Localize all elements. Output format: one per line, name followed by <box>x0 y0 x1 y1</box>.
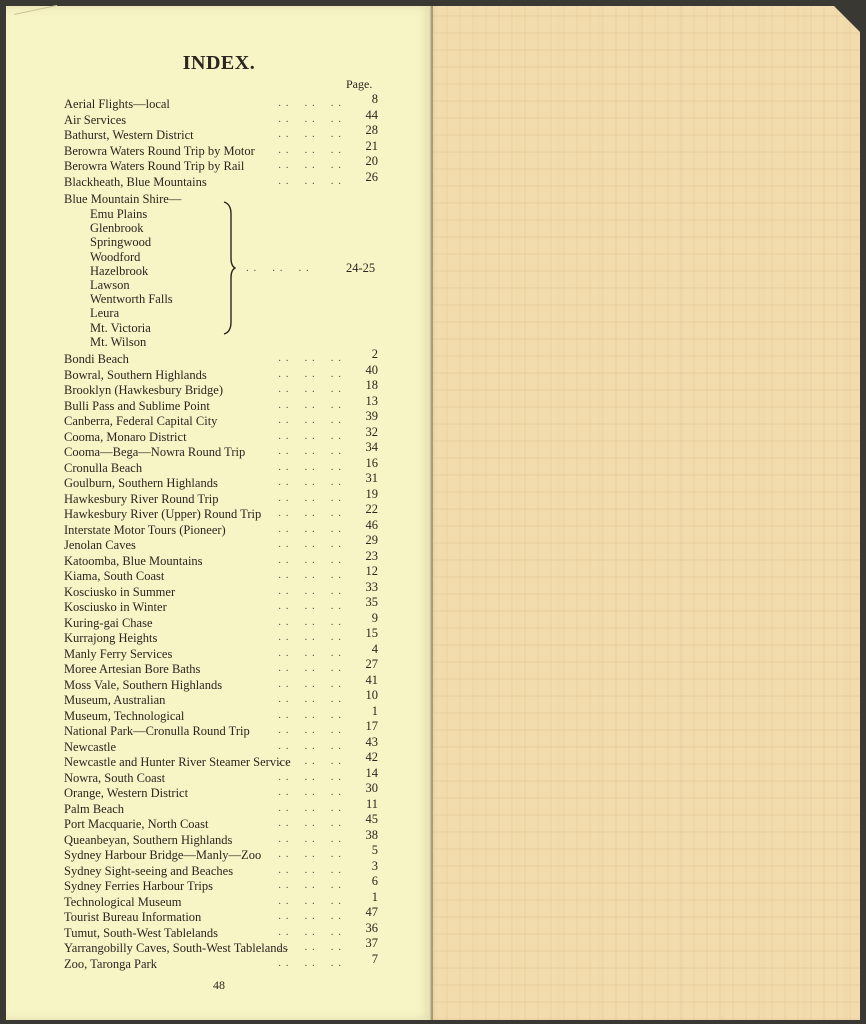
leader-dots: . . . . . . <box>278 817 342 829</box>
entry-page-number: 16 <box>365 455 378 470</box>
entry-label: Canberra, Federal Capital City <box>64 414 218 428</box>
leader-dots: . . . . . . <box>278 569 342 581</box>
curly-brace <box>222 200 236 336</box>
leader-dots: . . . . . . <box>278 414 342 426</box>
entry-label: Kurrajong Heights <box>64 631 158 645</box>
leader-dots: . . . . . . <box>278 553 342 566</box>
entry-label: Zoo, Taronga Park <box>64 956 157 971</box>
leader-dots: . . . . . . <box>278 631 342 643</box>
entry-page-number: 1 <box>371 889 378 904</box>
leader-dots: . . . . . . <box>278 910 342 922</box>
leader-dots: . . . . . . <box>278 662 342 674</box>
leader-dots: . . . . . . <box>278 615 342 628</box>
entry-page-number: 46 <box>365 517 378 532</box>
entry-page-number: 47 <box>365 905 378 919</box>
entry-page-number: 21 <box>365 138 378 153</box>
entry-label: Newcastle and Hunter River Steamer Service <box>64 755 291 769</box>
entry-label: Kuring-gai Chase <box>64 615 153 630</box>
leader-dots: . . . . . . <box>278 693 342 705</box>
entry-page-number: 13 <box>365 393 378 408</box>
page-crease <box>14 5 61 31</box>
leader-dots: . . . . . . <box>278 832 342 845</box>
leader-dots: . . . . . . <box>278 646 342 659</box>
entry-label: Cooma—Bega—Nowra Round Trip <box>64 445 246 459</box>
leader-dots: . . . . . . <box>278 507 342 519</box>
leader-dots: . . . . . . <box>278 491 342 504</box>
entry-page-number: 26 <box>365 169 378 184</box>
sub-item-label: Glenbrook <box>90 221 144 236</box>
entry-page-number: 15 <box>365 626 378 640</box>
sub-item-label: Wentworth Falls <box>90 292 173 307</box>
entry-page-number: 27 <box>365 657 378 671</box>
index-entry <box>6 951 432 973</box>
entry-page-number: 35 <box>365 595 378 609</box>
entry-label: Air Services <box>64 112 127 127</box>
entry-label: Sydney Sight-seeing and Beaches <box>64 863 234 878</box>
back-cover-page <box>433 6 860 1020</box>
entry-page-number: 37 <box>365 936 378 950</box>
entry-label: Hawkesbury River (Upper) Round Trip <box>64 507 262 521</box>
entry-page-number: 17 <box>365 719 378 733</box>
entry-label: Aerial Flights—local <box>64 97 170 111</box>
entry-label: Newcastle <box>64 739 117 754</box>
leader-dots: . . . . . . <box>278 174 342 187</box>
sub-item-label: Emu Plains <box>90 207 148 221</box>
entry-label: Kiama, South Coast <box>64 569 165 583</box>
leader-dots: . . . . . . <box>278 143 342 156</box>
entry-page-number: 4 <box>371 641 378 656</box>
entry-page-number: 3 <box>371 858 378 873</box>
index-entry <box>6 169 432 191</box>
entry-page-number: 12 <box>365 564 378 578</box>
shire-leader-dots: . . . . . . <box>246 262 310 274</box>
entry-label: Berowra Waters Round Trip by Rail <box>64 159 245 173</box>
entry-label: Goulburn, Southern Highlands <box>64 476 218 490</box>
leader-dots: . . . . . . <box>278 429 342 442</box>
entry-page-number: 33 <box>365 579 378 594</box>
shire-heading-label: Blue Mountain Shire— <box>64 192 182 206</box>
entry-label: Katoomba, Blue Mountains <box>64 553 203 568</box>
entry-page-number: 5 <box>371 843 378 857</box>
entry-label: Kosciusko in Winter <box>64 600 167 614</box>
entry-label: Brooklyn (Hawkesbury Bridge) <box>64 383 223 397</box>
entry-label: Hawkesbury River Round Trip <box>64 491 219 506</box>
leader-dots: . . . . . . <box>278 584 342 597</box>
leader-dots: . . . . . . <box>278 476 342 488</box>
entry-label: Bulli Pass and Sublime Point <box>64 398 210 413</box>
leader-dots: . . . . . . <box>278 863 342 876</box>
entry-label: Tumut, South-West Tablelands <box>64 925 219 940</box>
leader-dots: . . . . . . <box>278 755 342 767</box>
entry-page-number: 45 <box>365 812 378 826</box>
leader-dots: . . . . . . <box>278 677 342 690</box>
entry-page-number: 1 <box>371 703 378 718</box>
entry-page-number: 22 <box>365 502 378 516</box>
entry-page-number: 11 <box>365 796 378 811</box>
entry-label: Bathurst, Western District <box>64 128 194 142</box>
leader-dots: . . . . . . <box>278 739 342 752</box>
leader-dots: . . . . . . <box>278 522 342 535</box>
entry-label: Cooma, Monaro District <box>64 429 187 444</box>
leader-dots: . . . . . . <box>278 925 342 938</box>
sub-item-label: Hazelbrook <box>90 263 149 278</box>
entry-label: Sydney Harbour Bridge—Manly—Zoo <box>64 848 262 862</box>
sub-item-label: Mt. Victoria <box>90 320 151 335</box>
entry-page-number: 38 <box>365 827 378 842</box>
leader-dots: . . . . . . <box>278 383 342 395</box>
entry-label: Queanbeyan, Southern Highlands <box>64 832 233 847</box>
entry-page-number: 14 <box>365 765 378 780</box>
entry-label: Manly Ferry Services <box>64 646 173 661</box>
entry-label: Museum, Australian <box>64 693 166 707</box>
entry-label: Port Macquarie, North Coast <box>64 817 209 831</box>
entry-page-number: 40 <box>365 362 378 377</box>
leader-dots: . . . . . . <box>278 128 342 140</box>
leader-dots: . . . . . . <box>278 724 342 736</box>
sub-item-label: Leura <box>90 306 120 321</box>
leader-dots: . . . . . . <box>278 460 342 473</box>
entry-label: Technological Museum <box>64 894 182 909</box>
entry-page-number: 43 <box>365 734 378 749</box>
leader-dots: . . . . . . <box>278 770 342 783</box>
entry-page-number: 20 <box>365 154 378 168</box>
entry-label: National Park—Cronulla Round Trip <box>64 724 250 738</box>
entry-page-number: 32 <box>365 424 378 439</box>
leader-dots: . . . . . . <box>278 894 342 907</box>
index-page <box>6 6 432 1020</box>
entry-page-number: 44 <box>365 107 378 122</box>
entry-page-number: 9 <box>371 610 378 625</box>
entry-label: Tourist Bureau Information <box>64 910 202 924</box>
entry-page-number: 31 <box>365 471 378 485</box>
leader-dots: . . . . . . <box>278 941 342 953</box>
entry-label: Nowra, South Coast <box>64 770 166 785</box>
shire-heading <box>6 192 432 208</box>
leader-dots: . . . . . . <box>278 352 342 364</box>
entry-page-number: 41 <box>365 672 378 687</box>
entry-page-number: 19 <box>365 486 378 501</box>
leader-dots: . . . . . . <box>278 112 342 125</box>
sub-item-label: Woodford <box>90 249 141 264</box>
entry-page-number: 36 <box>365 920 378 935</box>
entry-label: Palm Beach <box>64 801 125 816</box>
leader-dots: . . . . . . <box>278 97 342 109</box>
entry-label: Yarrangobilly Caves, South-West Tablelands <box>64 941 288 955</box>
entry-label: Moree Artesian Bore Baths <box>64 662 201 676</box>
entry-page-number: 23 <box>365 548 378 563</box>
leader-dots: . . . . . . <box>278 801 342 814</box>
entry-page-number: 10 <box>365 688 378 702</box>
leader-dots: . . . . . . <box>278 786 342 798</box>
entry-label: Kosciusko in Summer <box>64 584 176 599</box>
sub-item-label: Springwood <box>90 235 152 250</box>
entry-page-number: 42 <box>365 750 378 764</box>
entry-page-number: 34 <box>365 440 378 454</box>
leader-dots: . . . . . . <box>278 848 342 860</box>
leader-dots: . . . . . . <box>278 159 342 171</box>
entry-label: Orange, Western District <box>64 786 189 800</box>
page-number: 48 <box>213 978 225 992</box>
entry-label: Bowral, Southern Highlands <box>64 367 207 382</box>
entry-label: Blackheath, Blue Mountains <box>64 174 207 189</box>
leader-dots: . . . . . . <box>278 367 342 380</box>
leader-dots: . . . . . . <box>278 879 342 891</box>
entry-page-number: 30 <box>365 781 378 795</box>
entry-page-number: 39 <box>365 409 378 423</box>
entry-label: Moss Vale, Southern Highlands <box>64 677 223 692</box>
entry-page-number: 18 <box>365 378 378 392</box>
leader-dots: . . . . . . <box>278 956 342 969</box>
leader-dots: . . . . . . <box>278 708 342 721</box>
leader-dots: . . . . . . <box>278 538 342 550</box>
entry-label: Sydney Ferries Harbour Trips <box>64 879 213 893</box>
leader-dots: . . . . . . <box>278 600 342 612</box>
page-column-header: Page. <box>346 77 373 91</box>
entry-label: Interstate Motor Tours (Pioneer) <box>64 522 226 537</box>
entry-page-number: 6 <box>371 874 378 888</box>
shire-page-number: 24-25 <box>346 261 376 275</box>
entry-label: Jenolan Caves <box>64 538 136 552</box>
page-title: INDEX. <box>182 52 256 74</box>
leader-dots: . . . . . . <box>278 398 342 411</box>
entry-label: Bondi Beach <box>64 352 129 366</box>
entry-page-number: 7 <box>371 951 378 966</box>
entry-page-number: 2 <box>371 347 378 361</box>
sub-item-label: Lawson <box>90 278 130 292</box>
entry-label: Cronulla Beach <box>64 460 143 475</box>
entry-label: Berowra Waters Round Trip by Motor <box>64 143 255 158</box>
leader-dots: . . . . . . <box>278 445 342 457</box>
entry-page-number: 28 <box>365 123 378 137</box>
sub-item-label: Mt. Wilson <box>90 334 147 349</box>
entry-page-number: 8 <box>371 92 378 106</box>
entry-page-number: 29 <box>365 533 378 547</box>
entry-label: Museum, Technological <box>64 708 185 723</box>
